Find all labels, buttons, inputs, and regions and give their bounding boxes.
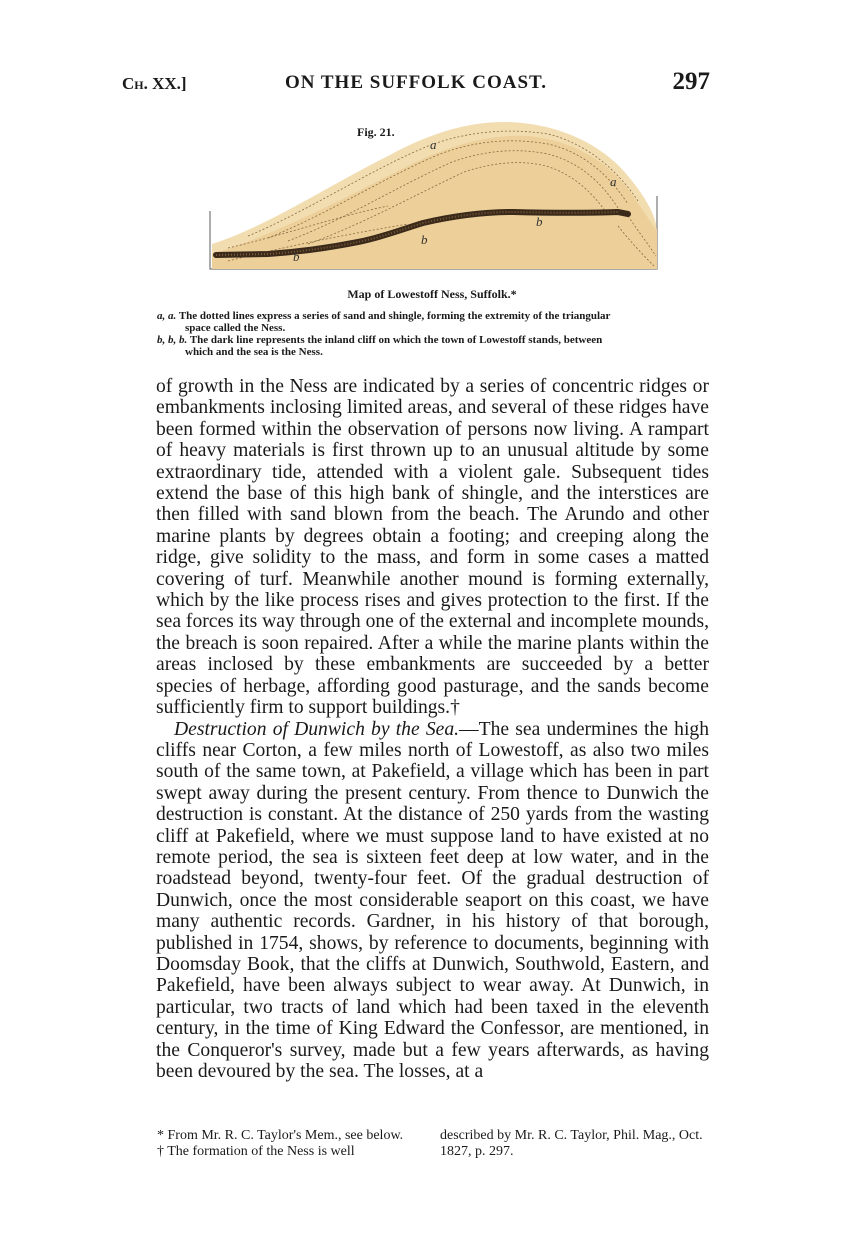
marker-a-top: a [430, 137, 437, 152]
paragraph: of growth in the Ness are indicated by a series of concentric ridges or embankments inclosing limited areas, and several of these ridges have been formed within the observation of persons now living. A rampart of heavy materials is first thrown up to an unusual altitude by some extraordinary tide, attended with a violent gale. Subsequent tides extend the base of this high bank of shingle, and the interstices are then filled with sand blown from the beach. The Arundo and other marine plants by degrees obtain a footing; and creeping along the ridge, give solidity to the mass, and form in some cases a matted covering of turf. Meanwhile another mound is forming externally, which by the like process rises and gives protection to the first. If the sea forces its way through one of the external and incomplete mounds, the breach is soon repaired. After a while the marine plants within the areas inclosed by these embankments are succeeded by a better species of herbage, affording good pasturage, and the sands become sufficiently firm to support buildings.† [156, 376, 709, 719]
footnote-column-right [440, 1128, 705, 1160]
marker-b-mid: b [421, 232, 428, 247]
running-header [122, 68, 710, 98]
legend-text-cont: which and the sea is the Ness. [185, 346, 323, 358]
legend-text-cont: space called the Ness. [185, 322, 286, 334]
page-number: 297 [672, 68, 710, 95]
legend-key: a, a. [157, 310, 177, 322]
marker-a-right: a [610, 174, 617, 189]
legend-item-a [157, 310, 717, 334]
section-lead: Destruction of Dunwich by the Sea. [174, 718, 460, 740]
marker-b-right: b [536, 214, 543, 229]
legend-item-b [157, 334, 717, 358]
figure-label: Fig. 21. [357, 125, 395, 139]
footnote-column-left [157, 1128, 422, 1160]
footnote-dagger: † The formation of the Ness is well [157, 1144, 355, 1159]
footnote-star: * From Mr. R. C. Taylor's Mem., see below. [157, 1128, 404, 1143]
chapter-label: Ch. XX.] [122, 74, 187, 93]
ness-map-figure [208, 116, 660, 276]
paragraph-text: —The sea undermines the high cliffs near Corton, a few miles north of Lowestoff, as also two miles south of the same town, at Pakefield, a village which has been in part swept away during the present century. From thence to Dunwich the destruction is constant. At the distance of 250 yards from the wasting cliff at Pakefield, where we must suppose land to have existed at no remote period, the sea is sixteen feet deep at low water, and in the roadstead beyond, twenty-four feet. Of the gradual destruction of Dunwich, once the most considerable seaport on this coast, we have many authentic records. Gardner, in his history of that borough, published in 1754, shows, by reference to documents, beginning with Doomsday Book, that the cliffs at Dunwich, Southwold, Eastern, and Pakefield, have been always subject to wear away. At Dunwich, in particular, two tracts of land which had been taxed in the eleventh century, in the time of King Edward the Confessor, are mentioned, in the Conqueror's survey, made but a few years afterwards, as having been devoured by the sea. The losses, at a [156, 718, 709, 1082]
paragraph-dunwich [156, 719, 709, 1083]
marker-b-left: b [293, 249, 300, 264]
running-title: ON THE SUFFOLK COAST. [284, 72, 548, 93]
body-text [156, 376, 709, 1082]
legend-text: The dotted lines express a series of sand and shingle, forming the extremity of the triangular [178, 310, 611, 322]
legend-text: The dark line represents the inland cliff on which the town of Lowestoff stands, between [189, 334, 603, 346]
footnote-continuation: described by Mr. R. C. Taylor, Phil. Mag., Oct. 1827, p. 297. [440, 1128, 703, 1159]
figure-caption: Map of Lowestoff Ness, Suffolk.* [347, 287, 517, 301]
legend-key: b, b, b. [157, 334, 188, 346]
